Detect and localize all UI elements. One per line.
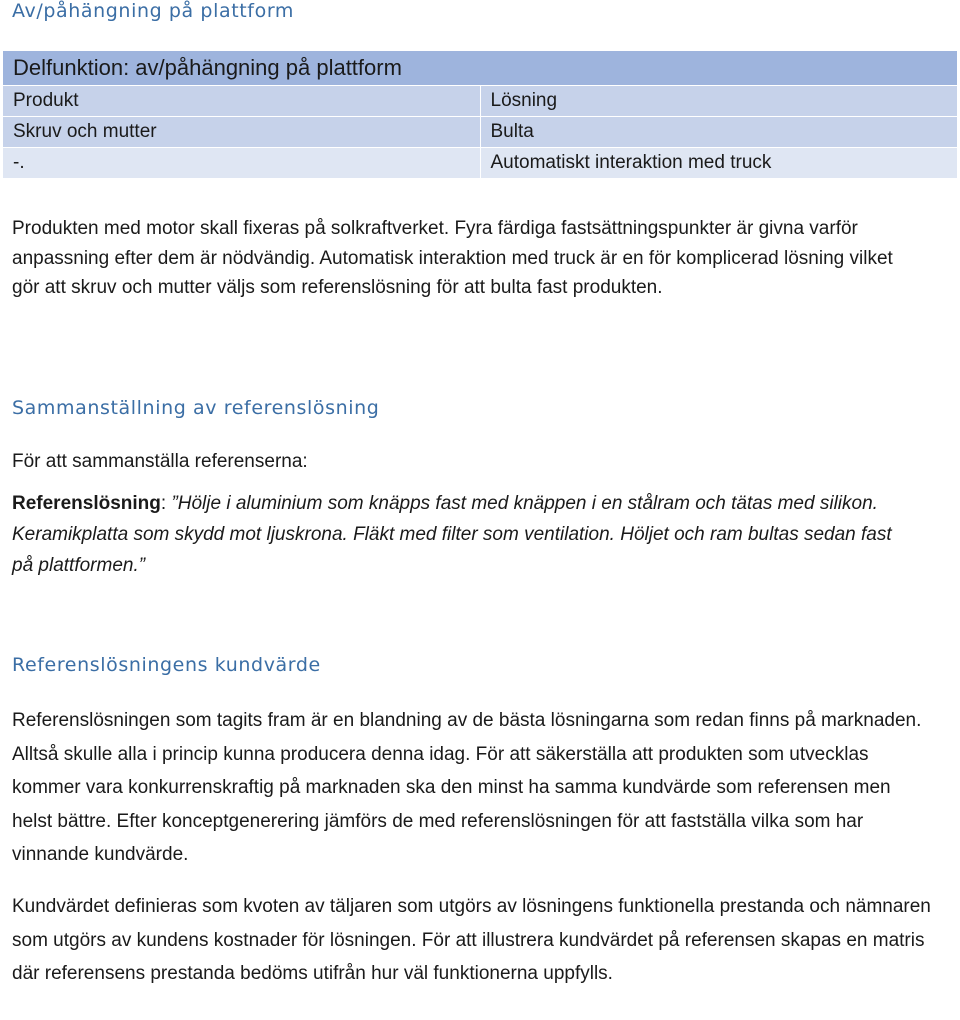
reference-solution-paragraph: [12, 488, 892, 581]
column-header-product: Produkt: [3, 86, 481, 117]
table-title: Delfunktion: av/påhängning på plattform: [3, 51, 958, 86]
reference-solution-text: ”Hölje i aluminium som knäpps fast med knäppen i en stålram och tätas med silikon. Keramikplatta som skydd mot ljuskrona. Fläkt med filter som ventilation. Höljet och ram bultas sedan fast på plattformen.”: [12, 493, 892, 576]
table-cell: Automatiskt interaktion med truck: [480, 148, 958, 179]
subfunction-table: [2, 50, 958, 179]
section-heading-customer-value: Referenslösningens kundvärde: [12, 654, 321, 676]
section-heading-summary: Sammanställning av referenslösning: [12, 397, 380, 419]
intro-paragraph: Produkten med motor skall fixeras på solkraftverket. Fyra färdiga fastsättningspunkter är givna varför anpassning efter dem är nödvändig. Automatisk interaktion med truck är en för komplicerad lösning vilket gör att skruv och mutter väljs som referenslösning för att bulta fast produkten.: [12, 218, 893, 298]
table-cell: Skruv och mutter: [3, 117, 481, 148]
table-row: [3, 117, 958, 148]
label-separator: :: [160, 493, 172, 514]
compile-intro-text: För att sammanställa referenserna:: [12, 451, 308, 472]
table-cell: Bulta: [480, 117, 958, 148]
table-title-row: [3, 51, 958, 86]
section-heading-title: Av/påhängning på plattform: [12, 0, 295, 22]
customer-value-paragraph-2: Kundvärdet definieras som kvoten av täljaren som utgörs av lösningens funktionella prestanda och nämnaren som utgörs av kundens kostnader för lösningen. För att illustrera kundvärdet på referensen skapas en matris där referensens prestanda bedöms utifrån hur väl funktionerna uppfylls.: [12, 896, 931, 984]
table-cell: -.: [3, 148, 481, 179]
table-row: [3, 148, 958, 179]
reference-solution-label: Referenslösning: [12, 493, 161, 514]
customer-value-paragraph-1: Referenslösningen som tagits fram är en blandning av de bästa lösningarna som redan finns på marknaden. Alltså skulle alla i princip kunna producera denna idag. För att säkerställa att produkten som utvecklas kommer vara konkurrenskraftig på marknaden ska den minst ha samma kundvärde som referensen men helst bättre. Efter konceptgenerering jämförs de med referenslösningen för att fastställa vilka som har vinnande kundvärde.: [12, 710, 922, 865]
column-header-solution: Lösning: [480, 86, 958, 117]
table-header-row: [3, 86, 958, 117]
